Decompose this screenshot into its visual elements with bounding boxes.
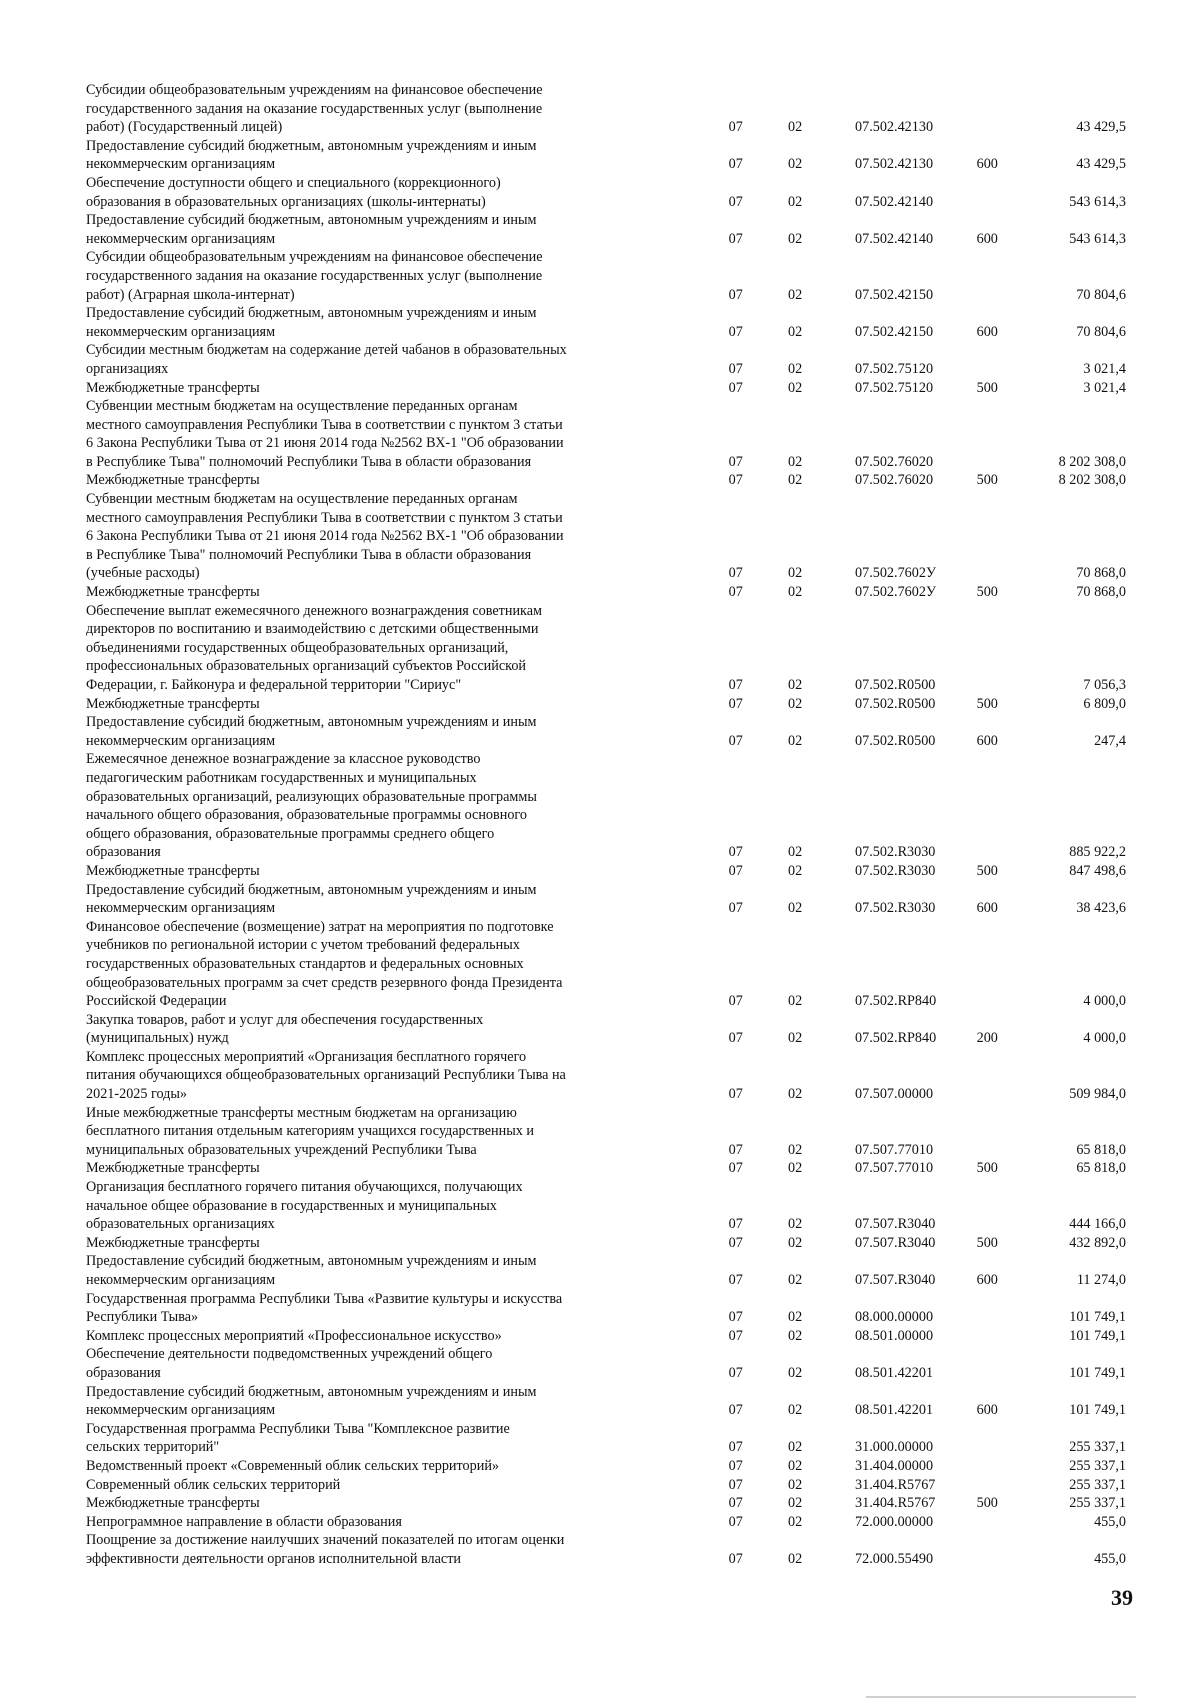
table-row — [86, 1531, 1126, 1568]
row-section-code: 07 — [728, 844, 743, 861]
row-subsection-code: 02 — [787, 565, 803, 582]
row-expense-type: 500 — [976, 862, 998, 879]
row-amount: 247,4 — [1094, 732, 1126, 749]
row-amount: 847 498,6 — [1069, 862, 1126, 879]
table-row — [86, 1104, 1126, 1160]
row-amount: 444 166,0 — [1069, 1216, 1126, 1233]
budget-table — [86, 81, 1126, 1569]
row-subsection-code: 02 — [787, 360, 803, 377]
table-row — [86, 1159, 1126, 1178]
row-description: Предоставление субсидий бюджетным, автономным учреждениям и иным некоммерческим организациям — [86, 714, 537, 749]
row-description: Иные межбюджетные трансферты местным бюджетам на организацию бесплатного питания отдельным категориям учащихся государственных и муниципальных образовательных учреждений Республики Тыва — [86, 1104, 535, 1158]
row-subsection-code: 02 — [787, 379, 803, 396]
row-section-code: 07 — [728, 862, 743, 879]
row-subsection-code: 02 — [787, 1327, 803, 1344]
row-description: Субсидии общеобразовательным учреждениям на финансовое обеспечение государственного задания на оказание государственных услуг (выполнение работ) (Аграрная школа-интернат) — [86, 249, 543, 303]
row-section-code: 07 — [728, 993, 743, 1010]
row-target-article: 07.502.76020 — [855, 453, 934, 470]
row-target-article: 07.502.42130 — [855, 119, 934, 136]
row-subsection-code: 02 — [787, 156, 803, 173]
row-section-code: 07 — [728, 1234, 743, 1251]
row-description: Субвенции местным бюджетам на осуществление переданных органам местного самоуправления Республики Тыва в соответствии с пунктом 3 статьи 6 Закона Республики Тыва от 21 июня 2014 года №2562 ВХ-1 "Об образовании в Республике Тыва" полномочий Республики Тыва в области образования — [86, 398, 564, 470]
row-section-code: 07 — [728, 379, 743, 396]
row-amount: 543 614,3 — [1069, 230, 1126, 247]
row-description: Межбюджетные трансферты — [86, 1495, 260, 1512]
row-amount: 7 056,3 — [1083, 677, 1126, 693]
row-description: Современный облик сельских территорий — [86, 1476, 341, 1493]
row-section-code: 07 — [728, 1476, 743, 1493]
row-subsection-code: 02 — [787, 453, 803, 470]
row-target-article: 07.502.R3030 — [855, 862, 936, 879]
row-description: Обеспечение выплат ежемесячного денежного вознаграждения советникам директоров по воспитанию и взаимодействию с детскими общественными объединениями государственных общеобразовательных организаций, профессиональных образовательных организаций субъектов Российской Федерации, г. Байконура и федеральной территории "Сириус" — [86, 602, 543, 693]
row-expense-type: 600 — [976, 230, 998, 247]
row-description: Предоставление субсидий бюджетным, автономным учреждениям и иным некоммерческим организациям — [86, 1253, 537, 1288]
table-row — [86, 1234, 1126, 1253]
row-target-article: 07.502.42150 — [855, 286, 934, 303]
row-target-article: 07.502.7602У — [855, 565, 936, 582]
row-amount: 43 429,5 — [1076, 156, 1126, 173]
row-amount: 101 749,1 — [1069, 1309, 1126, 1326]
row-subsection-code: 02 — [787, 677, 803, 693]
table-row — [86, 304, 1126, 341]
row-amount: 70 868,0 — [1076, 584, 1126, 601]
table-row — [86, 918, 1126, 1011]
row-amount: 101 749,1 — [1069, 1402, 1126, 1419]
row-expense-type: 600 — [976, 732, 998, 749]
row-section-code: 07 — [728, 1086, 743, 1103]
row-subsection-code: 02 — [787, 1364, 803, 1381]
row-section-code: 07 — [728, 1402, 743, 1419]
row-section-code: 07 — [728, 1272, 743, 1288]
row-section-code: 07 — [728, 1439, 743, 1456]
row-subsection-code: 02 — [787, 1457, 803, 1474]
row-amount: 11 274,0 — [1076, 1272, 1126, 1288]
row-section-code: 07 — [728, 900, 743, 917]
row-section-code: 07 — [728, 472, 743, 489]
row-amount: 255 337,1 — [1069, 1476, 1126, 1493]
row-target-article: 07.507.77010 — [855, 1141, 934, 1158]
row-description: Государственная программа Республики Тыва «Развитие культуры и искусства Республики Тыва» — [86, 1290, 563, 1326]
row-amount: 255 337,1 — [1069, 1457, 1126, 1474]
row-amount: 4 000,0 — [1083, 993, 1126, 1010]
row-description: Межбюджетные трансферты — [86, 1234, 260, 1251]
table-row — [86, 713, 1126, 750]
table-row — [86, 1345, 1126, 1382]
table-row — [86, 490, 1126, 583]
table-row — [86, 471, 1126, 490]
table-row — [86, 1290, 1126, 1327]
row-subsection-code: 02 — [787, 1309, 803, 1326]
row-target-article: 07.507.R3040 — [855, 1234, 936, 1251]
table-row — [86, 1011, 1126, 1048]
row-expense-type: 600 — [976, 156, 998, 173]
row-target-article: 08.501.42201 — [855, 1402, 934, 1419]
row-subsection-code: 02 — [787, 472, 803, 489]
row-target-article: 07.507.R3040 — [855, 1216, 936, 1233]
row-target-article: 07.502.42140 — [855, 193, 934, 210]
row-amount: 70 804,6 — [1076, 323, 1126, 340]
row-expense-type: 500 — [976, 379, 998, 396]
row-section-code: 07 — [728, 565, 743, 582]
row-amount: 3 021,4 — [1083, 379, 1126, 396]
row-section-code: 07 — [728, 156, 743, 173]
row-target-article: 07.502.42140 — [855, 230, 934, 247]
row-expense-type: 600 — [976, 323, 998, 340]
row-amount: 4 000,0 — [1083, 1030, 1126, 1047]
row-section-code: 07 — [728, 1030, 743, 1047]
row-description: Межбюджетные трансферты — [86, 1160, 260, 1177]
table-row — [86, 583, 1126, 602]
row-description: Поощрение за достижение наилучших значений показателей по итогам оценки эффективности деятельности органов исполнительной власти — [86, 1532, 565, 1567]
table-row — [86, 1048, 1126, 1104]
table-row — [86, 1252, 1126, 1289]
row-target-article: 07.502.R3030 — [855, 900, 936, 917]
row-description: Государственная программа Республики Тыва "Комплексное развитие сельских территорий" — [86, 1420, 510, 1456]
row-description: Ежемесячное денежное вознаграждение за классное руководство педагогическим работникам государственных и муниципальных образовательных организаций, реализующих образовательные программы начального общего образования, образовательные программы основного общего образования, образовательные программы среднего общего образования — [86, 751, 537, 861]
row-description: Непрограммное направление в области образования — [86, 1513, 402, 1530]
row-target-article: 07.502.R0500 — [855, 732, 936, 749]
table-row — [86, 862, 1126, 881]
row-target-article: 07.507.77010 — [855, 1160, 934, 1177]
row-description: Комплекс процессных мероприятий «Профессиональное искусство» — [86, 1327, 502, 1344]
row-subsection-code: 02 — [787, 1402, 803, 1419]
row-target-article: 31.000.00000 — [855, 1439, 934, 1456]
row-expense-type: 500 — [976, 1160, 998, 1177]
row-subsection-code: 02 — [787, 193, 803, 210]
row-section-code: 07 — [728, 360, 743, 377]
row-description: Ведомственный проект «Современный облик сельских территорий» — [86, 1457, 500, 1474]
row-description: Межбюджетные трансферты — [86, 862, 260, 879]
row-expense-type: 600 — [976, 1272, 998, 1288]
row-section-code: 07 — [728, 584, 743, 601]
row-description: Финансовое обеспечение (возмещение) затрат на мероприятия по подготовке учебников по региональной истории с учетом требований федеральных государственных образовательных стандартов и федеральных основных общеобразовательных программ за счет средств резервного фонда Президента Российской Федерации — [86, 918, 563, 1010]
row-subsection-code: 02 — [787, 1160, 803, 1177]
row-description: Комплекс процессных мероприятий «Организация бесплатного горячего питания обучающихся общеобразовательных организаций Республики Тыва на 2021-2025 годы» — [86, 1048, 566, 1103]
row-target-article: 31.404.R5767 — [855, 1495, 936, 1512]
row-target-article: 07.502.42130 — [855, 156, 934, 173]
row-description: Закупка товаров, работ и услуг для обеспечения государственных (муниципальных) нужд — [86, 1011, 484, 1047]
row-section-code: 07 — [728, 1216, 743, 1233]
table-row — [86, 1178, 1126, 1234]
table-row — [86, 379, 1126, 398]
row-section-code: 07 — [728, 1550, 743, 1567]
row-target-article: 07.507.R3040 — [855, 1272, 936, 1288]
row-description: Предоставление субсидий бюджетным, автономным учреждениям и иным некоммерческим организациям — [86, 212, 537, 247]
row-section-code: 07 — [728, 732, 743, 749]
row-subsection-code: 02 — [787, 1439, 803, 1456]
table-row — [86, 1327, 1126, 1346]
row-target-article: 07.502.R3030 — [855, 844, 936, 861]
row-subsection-code: 02 — [787, 695, 803, 712]
row-target-article: 07.502.75120 — [855, 360, 934, 377]
row-target-article: 31.404.00000 — [855, 1457, 934, 1474]
row-description: Межбюджетные трансферты — [86, 379, 260, 396]
row-amount: 38 423,6 — [1076, 900, 1126, 917]
row-subsection-code: 02 — [787, 862, 803, 879]
table-row — [86, 1513, 1126, 1532]
row-expense-type: 500 — [976, 1234, 998, 1251]
table-row — [86, 174, 1126, 211]
row-section-code: 07 — [728, 1160, 743, 1177]
row-amount: 455,0 — [1094, 1550, 1126, 1567]
row-target-article: 07.502.76020 — [855, 472, 934, 489]
row-expense-type: 600 — [976, 1402, 998, 1419]
row-target-article: 07.502.R0500 — [855, 695, 936, 712]
row-subsection-code: 02 — [787, 1086, 803, 1103]
row-target-article: 07.502.RP840 — [855, 1030, 937, 1047]
table-row — [86, 750, 1126, 862]
row-amount: 885 922,2 — [1069, 844, 1126, 861]
row-description: Предоставление субсидий бюджетным, автономным учреждениям и иным некоммерческим организациям — [86, 881, 537, 917]
row-description: Предоставление субсидий бюджетным, автономным учреждениям и иным некоммерческим организациям — [86, 305, 537, 340]
row-amount: 255 337,1 — [1069, 1495, 1126, 1512]
row-subsection-code: 02 — [787, 1495, 803, 1512]
row-subsection-code: 02 — [787, 584, 803, 601]
table-row — [86, 397, 1126, 471]
row-amount: 8 202 308,0 — [1058, 472, 1126, 489]
row-subsection-code: 02 — [787, 732, 803, 749]
row-section-code: 07 — [728, 1327, 743, 1344]
row-subsection-code: 02 — [787, 1141, 803, 1158]
row-description: Межбюджетные трансферты — [86, 695, 260, 712]
table-row — [86, 341, 1126, 378]
row-subsection-code: 02 — [787, 1476, 803, 1493]
row-amount: 432 892,0 — [1069, 1234, 1126, 1251]
table-row — [86, 602, 1126, 695]
row-amount: 6 809,0 — [1083, 695, 1126, 712]
row-target-article: 07.507.00000 — [855, 1086, 934, 1103]
row-section-code: 07 — [728, 1457, 743, 1474]
row-subsection-code: 02 — [787, 230, 803, 247]
row-expense-type: 500 — [976, 1495, 998, 1512]
table-row — [86, 881, 1126, 918]
row-description: Обеспечение доступности общего и специального (коррекционного) образования в образовательных организациях (школы-интернаты) — [86, 174, 501, 210]
row-target-article: 07.502.RP840 — [855, 993, 937, 1010]
table-row — [86, 1494, 1126, 1513]
row-description: Обеспечение деятельности подведомственных учреждений общего образования — [86, 1346, 493, 1381]
row-section-code: 07 — [728, 323, 743, 340]
row-section-code: 07 — [728, 193, 743, 210]
table-row — [86, 248, 1126, 304]
row-subsection-code: 02 — [787, 323, 803, 340]
row-description: Предоставление субсидий бюджетным, автономным учреждениям и иным некоммерческим организациям — [86, 1383, 537, 1419]
row-expense-type: 200 — [976, 1030, 998, 1047]
table-row — [86, 81, 1126, 137]
row-amount: 8 202 308,0 — [1058, 453, 1126, 470]
row-section-code: 07 — [728, 1495, 743, 1512]
row-amount: 101 749,1 — [1069, 1327, 1126, 1344]
row-amount: 70 804,6 — [1076, 286, 1126, 303]
row-description: Организация бесплатного горячего питания обучающихся, получающих начальное общее образование в государственных и муниципальных образовательных организациях — [86, 1179, 523, 1233]
row-section-code: 07 — [728, 1309, 743, 1326]
row-subsection-code: 02 — [787, 1550, 803, 1567]
row-target-article: 07.502.75120 — [855, 379, 934, 396]
row-target-article: 72.000.55490 — [855, 1550, 934, 1567]
row-amount: 65 818,0 — [1076, 1141, 1126, 1158]
row-section-code: 07 — [728, 119, 743, 136]
page-number: 39 — [1111, 1585, 1133, 1610]
row-subsection-code: 02 — [787, 1272, 803, 1288]
scan-edge-mark — [866, 1696, 1136, 1698]
row-subsection-code: 02 — [787, 844, 803, 861]
row-target-article: 07.502.7602У — [855, 584, 936, 601]
row-amount: 3 021,4 — [1083, 360, 1126, 377]
row-subsection-code: 02 — [787, 1030, 803, 1047]
row-section-code: 07 — [728, 1513, 743, 1530]
row-section-code: 07 — [728, 453, 743, 470]
row-section-code: 07 — [728, 286, 743, 303]
row-amount: 65 818,0 — [1076, 1160, 1126, 1177]
row-expense-type: 600 — [976, 900, 998, 917]
table-row — [86, 1476, 1126, 1495]
row-target-article: 08.501.00000 — [855, 1327, 934, 1344]
row-amount: 509 984,0 — [1069, 1086, 1126, 1103]
table-row — [86, 1383, 1126, 1420]
row-subsection-code: 02 — [787, 900, 803, 917]
row-target-article: 31.404.R5767 — [855, 1476, 936, 1493]
row-subsection-code: 02 — [787, 1513, 803, 1530]
row-description: Субсидии местным бюджетам на содержание детей чабанов в образовательных организациях — [86, 342, 567, 377]
row-section-code: 07 — [728, 677, 743, 693]
table-row — [86, 695, 1126, 714]
row-subsection-code: 02 — [787, 993, 803, 1010]
row-subsection-code: 02 — [787, 1234, 803, 1251]
row-expense-type: 500 — [976, 584, 998, 601]
table-row — [86, 1457, 1126, 1476]
table-row — [86, 137, 1126, 174]
table-row — [86, 1420, 1126, 1457]
row-description: Предоставление субсидий бюджетным, автономным учреждениям и иным некоммерческим организациям — [86, 137, 537, 173]
row-description: Субвенции местным бюджетам на осуществление переданных органам местного самоуправления Республики Тыва в соответствии с пунктом 3 статьи 6 Закона Республики Тыва от 21 июня 2014 года №2562 ВХ-1 "Об образовании в Республике Тыва" полномочий Республики Тыва в области образования (учебные расходы) — [86, 491, 564, 582]
row-target-article: 07.502.R0500 — [855, 677, 936, 693]
row-amount: 255 337,1 — [1069, 1439, 1126, 1456]
row-target-article: 08.501.42201 — [855, 1364, 934, 1381]
row-section-code: 07 — [728, 1141, 743, 1158]
row-amount: 101 749,1 — [1069, 1364, 1126, 1381]
row-subsection-code: 02 — [787, 1216, 803, 1233]
row-section-code: 07 — [728, 230, 743, 247]
row-section-code: 07 — [728, 695, 743, 712]
row-amount: 70 868,0 — [1076, 565, 1126, 582]
row-amount: 455,0 — [1094, 1513, 1126, 1530]
table-row — [86, 211, 1126, 248]
row-description: Субсидии общеобразовательным учреждениям на финансовое обеспечение государственного задания на оказание государственных услуг (выполнение работ) (Государственный лицей) — [86, 82, 543, 136]
row-expense-type: 500 — [976, 695, 998, 712]
row-subsection-code: 02 — [787, 286, 803, 303]
row-target-article: 08.000.00000 — [855, 1309, 934, 1326]
row-section-code: 07 — [728, 1364, 743, 1381]
row-description: Межбюджетные трансферты — [86, 472, 260, 489]
row-amount: 43 429,5 — [1076, 119, 1126, 136]
row-amount: 543 614,3 — [1069, 193, 1126, 210]
row-expense-type: 500 — [976, 472, 998, 489]
row-target-article: 07.502.42150 — [855, 323, 934, 340]
row-target-article: 72.000.00000 — [855, 1513, 934, 1530]
row-description: Межбюджетные трансферты — [86, 584, 260, 601]
row-subsection-code: 02 — [787, 119, 803, 136]
